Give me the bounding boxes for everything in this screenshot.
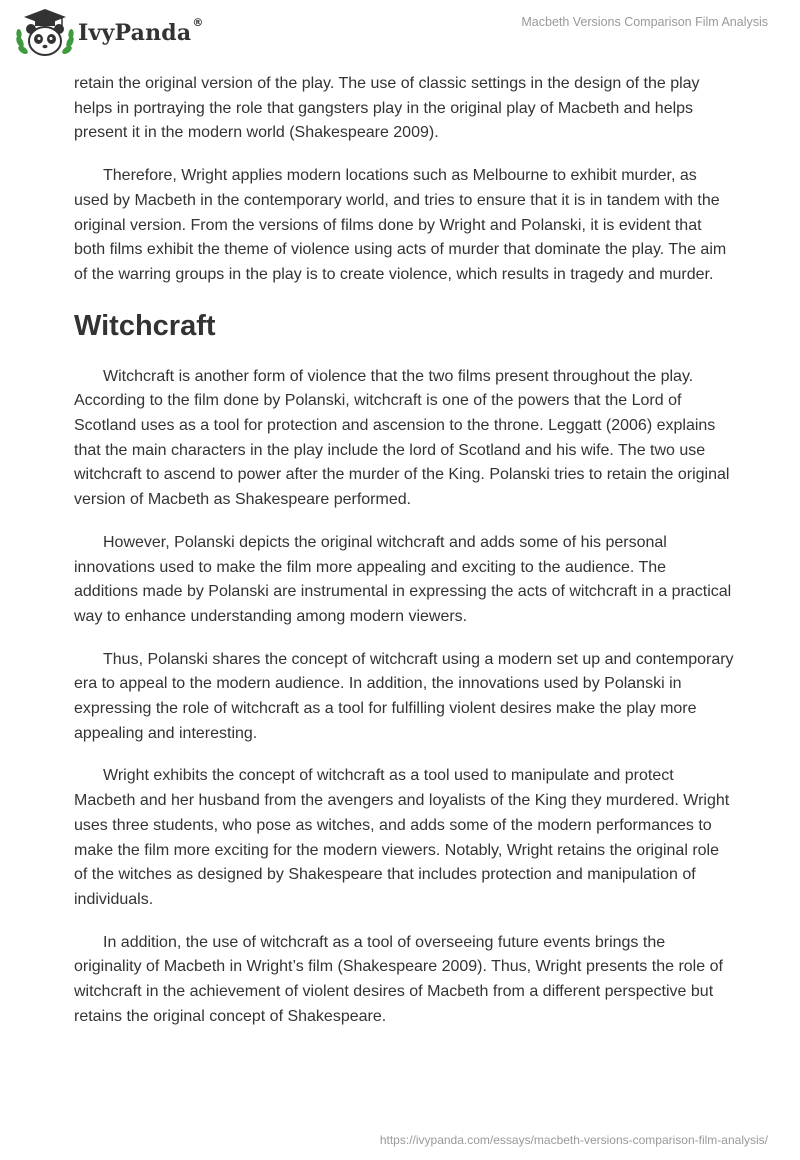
paragraph: Wright exhibits the concept of witchcraft as a tool used to manipulate and protect Macbeth and her husband from the avengers and loyalists of the King they murdered. Wright uses three students, who pose as witches, and adds some of the modern performances to make the film more exciting for the modern viewers. Notably, Wright retains the original role of the witches as designed by Shakespeare that includes protection and manipulation of individuals. xyxy=(74,767,730,908)
paragraph: Thus, Polanski shares the concept of witchcraft using a modern set up and contemporary era to appeal to the modern audience. In addition, the innovations used by Polanski in expressing the role of witchcraft as a tool for fulfilling violent desires make the play more appealing and interesting. xyxy=(74,650,734,742)
section-heading: Witchcraft xyxy=(74,309,216,342)
source-url[interactable]: https://ivypanda.com/essays/macbeth-versions-comparison-film-analysis/ xyxy=(379,1133,768,1147)
paragraph: However, Polanski depicts the original witchcraft and adds some of his personal innovations used to make the film more appealing and exciting to the audience. The additions made by Polanski are instrumental in expressing the acts of witchcraft in a practical way to enhance understanding among modern viewers. xyxy=(74,533,732,625)
brand-name: IvyPanda® xyxy=(78,16,204,46)
panda-graduate-icon xyxy=(14,8,76,58)
paragraph: Therefore, Wright applies modern locations such as Melbourne to exhibit murder, as used by Macbeth in the contemporary world, and tries to ensure that it is in tandem with the original version. From the versions of films done by Wright and Polanski, it is evident that both films exhibit the theme of violence using acts of murder that dominate the play. The aim of the warring groups in the play is to create violence, which results in tragedy and murder. xyxy=(74,167,727,283)
registered-mark: ® xyxy=(192,16,204,29)
paragraph-continuation: retain the original version of the play. The use of classic settings in the design of the play helps in portraying the role that gangsters play in the original play of Macbeth and helps present it in the modern world (Shakespeare 2009). xyxy=(74,75,700,142)
page-header xyxy=(0,0,800,70)
brand-logo[interactable] xyxy=(14,8,204,58)
paragraph: Witchcraft is another form of violence that the two films present throughout the play. According to the film done by Polanski, witchcraft is one of the powers that the Lord of Scotland uses as a tool for protection and ascension to the throne. Leggatt (2006) explains that the main characters in the play include the lord of Scotland and his wife. The two use witchcraft to ascend to power after the murder of the King. Polanski tries to retain the original version of Macbeth as Shakespeare performed. xyxy=(74,367,730,509)
essay-body xyxy=(74,72,734,1048)
paragraph: In addition, the use of witchcraft as a tool of overseeing future events brings the originality of Macbeth in Wright’s film (Shakespeare 2009). Thus, Wright presents the role of witchcraft in the achievement of violent desires of Macbeth from a different perspective but retains the original concept of Shakespeare. xyxy=(74,933,723,1025)
document-title: Macbeth Versions Comparison Film Analysis xyxy=(521,15,768,29)
